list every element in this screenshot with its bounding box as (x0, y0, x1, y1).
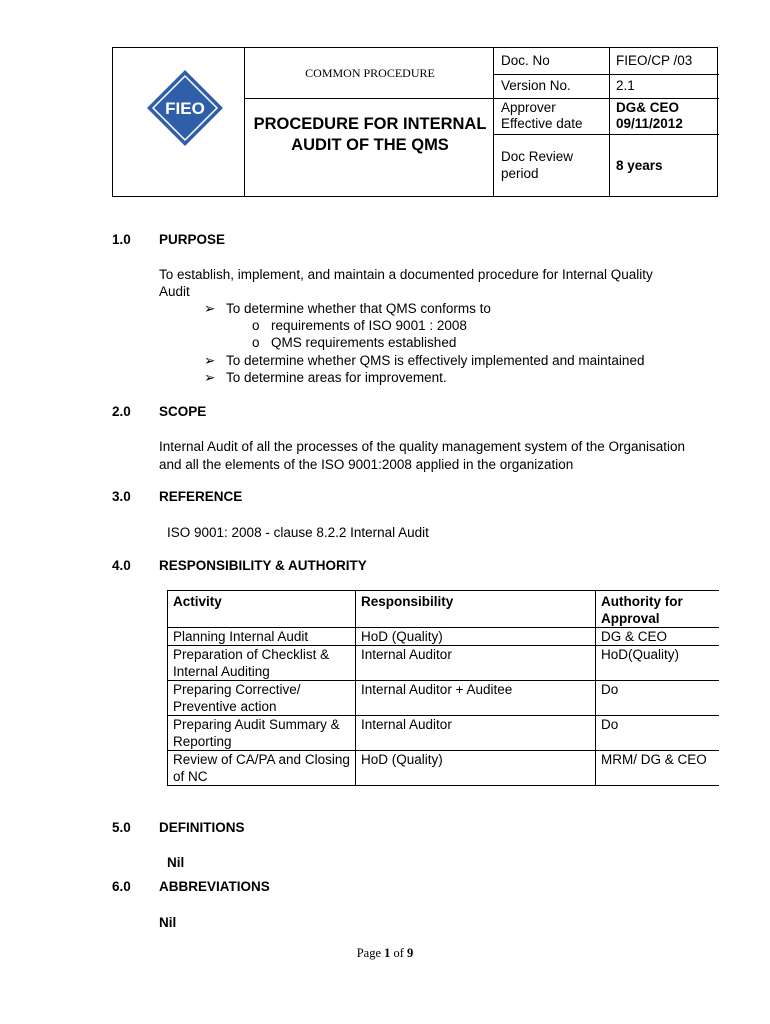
table-border (355, 590, 356, 786)
doc-review-label: Doc Review (501, 149, 574, 164)
table-cell-authority: HoD(Quality) (601, 647, 680, 662)
section-title-reference: REFERENCE (159, 489, 243, 504)
table-border (167, 590, 719, 591)
procedure-title-text: PROCEDURE FOR INTERNAL AUDIT OF THE QMS (253, 115, 487, 154)
purpose-sub-bullet (252, 317, 467, 334)
purpose-bullet (204, 352, 644, 369)
table-cell-responsibility: HoD (Quality) (361, 752, 443, 767)
effective-date-label: Effective date (501, 116, 583, 131)
column-header-responsibility: Responsibility (361, 594, 454, 609)
definitions-text: Nil (167, 855, 185, 870)
purpose-bullet-text: To determine whether that QMS conforms to (226, 301, 491, 316)
version-label: Version No. (501, 78, 571, 93)
table-cell-authority: DG & CEO (601, 629, 668, 644)
section-number: 1.0 (112, 232, 131, 247)
column-header-authority-2: Approval (601, 611, 660, 626)
arrow-bullet-icon: ➢ (204, 353, 216, 368)
approver-value: DG& CEO (616, 100, 680, 115)
table-cell-responsibility: Internal Auditor (361, 647, 452, 662)
table-border (167, 590, 168, 786)
table-cell-activity: Review of CA/PA and Closing (173, 752, 350, 767)
table-cell-activity-2: Preventive action (173, 699, 277, 714)
purpose-bullet (204, 369, 447, 386)
section-number: 6.0 (112, 879, 131, 894)
section-title-definitions: DEFINITIONS (159, 820, 245, 835)
reference-text: ISO 9001: 2008 - clause 8.2.2 Internal Audit (167, 525, 429, 540)
column-header-activity: Activity (173, 594, 222, 609)
responsibility-table (167, 590, 719, 786)
circle-bullet-icon: o (252, 318, 260, 333)
purpose-bullet (204, 300, 491, 317)
table-cell-authority: Do (601, 717, 619, 732)
table-cell-responsibility: Internal Auditor + Auditee (361, 682, 513, 697)
header-divider (493, 134, 719, 135)
purpose-sub-bullet (252, 334, 456, 351)
table-cell-authority: MRM/ DG & CEO (601, 752, 707, 767)
table-cell-activity-2: of NC (173, 769, 208, 784)
effective-date-value: 09/11/2012 (616, 116, 683, 131)
page-footer (0, 946, 770, 961)
document-header-table (112, 47, 718, 197)
table-cell-activity: Preparation of Checklist & (173, 647, 330, 662)
section-title-purpose: PURPOSE (159, 232, 226, 247)
section-number: 3.0 (112, 489, 131, 504)
abbreviations-text: Nil (159, 915, 177, 930)
purpose-intro-line1: To establish, implement, and maintain a documented procedure for Internal Quality (159, 267, 653, 282)
scope-text-line2: and all the elements of the ISO 9001:2008 applied in the organization (159, 457, 574, 472)
doc-no-value: FIEO/CP /03 (616, 53, 693, 68)
doc-review-value: 8 years (616, 158, 663, 173)
purpose-bullet-text: To determine whether QMS is effectively implemented and maintained (226, 353, 645, 368)
purpose-sub-text: QMS requirements established (271, 335, 457, 350)
table-cell-authority: Do (601, 682, 619, 697)
table-border (595, 590, 596, 786)
page-current: 1 (384, 946, 391, 960)
common-procedure-label: COMMON PROCEDURE (305, 66, 435, 80)
header-divider (609, 48, 610, 196)
purpose-bullet-text: To determine areas for improvement. (226, 370, 447, 385)
arrow-bullet-icon: ➢ (204, 301, 216, 316)
circle-bullet-icon: o (252, 335, 260, 350)
arrow-bullet-icon: ➢ (204, 370, 216, 385)
procedure-title (245, 114, 495, 156)
header-divider (493, 74, 719, 75)
header-divider (244, 98, 493, 99)
page-word: Page (356, 946, 381, 960)
section-number: 5.0 (112, 820, 131, 835)
column-header-authority: Authority for (601, 594, 683, 609)
page-total: 9 (407, 946, 414, 960)
section-title-responsibility: RESPONSIBILITY & AUTHORITY (159, 558, 367, 573)
table-cell-activity: Planning Internal Audit (173, 629, 309, 644)
of-word: of (393, 946, 404, 960)
fieo-logo (147, 70, 223, 146)
scope-text-line1: Internal Audit of all the processes of the quality management system of the Organisation (159, 439, 686, 454)
doc-review-label-2: period (501, 166, 539, 181)
purpose-intro-line2: Audit (159, 284, 190, 299)
section-number: 4.0 (112, 558, 131, 573)
section-number: 2.0 (112, 404, 131, 419)
table-cell-activity: Preparing Corrective/ (173, 682, 301, 697)
section-title-abbreviations: ABBREVIATIONS (159, 879, 270, 894)
approver-label: Approver (501, 100, 556, 115)
header-divider (493, 98, 719, 99)
doc-no-label: Doc. No (501, 53, 550, 68)
table-cell-responsibility: Internal Auditor (361, 717, 452, 732)
version-value: 2.1 (616, 78, 635, 93)
logo-text: FIEO (165, 99, 205, 118)
purpose-sub-text: requirements of ISO 9001 : 2008 (271, 318, 467, 333)
section-title-scope: SCOPE (159, 404, 207, 419)
table-cell-activity: Preparing Audit Summary & (173, 717, 340, 732)
table-cell-responsibility: HoD (Quality) (361, 629, 443, 644)
table-cell-activity-2: Reporting (173, 734, 232, 749)
table-border (167, 785, 719, 786)
table-cell-activity-2: Internal Auditing (173, 664, 270, 679)
